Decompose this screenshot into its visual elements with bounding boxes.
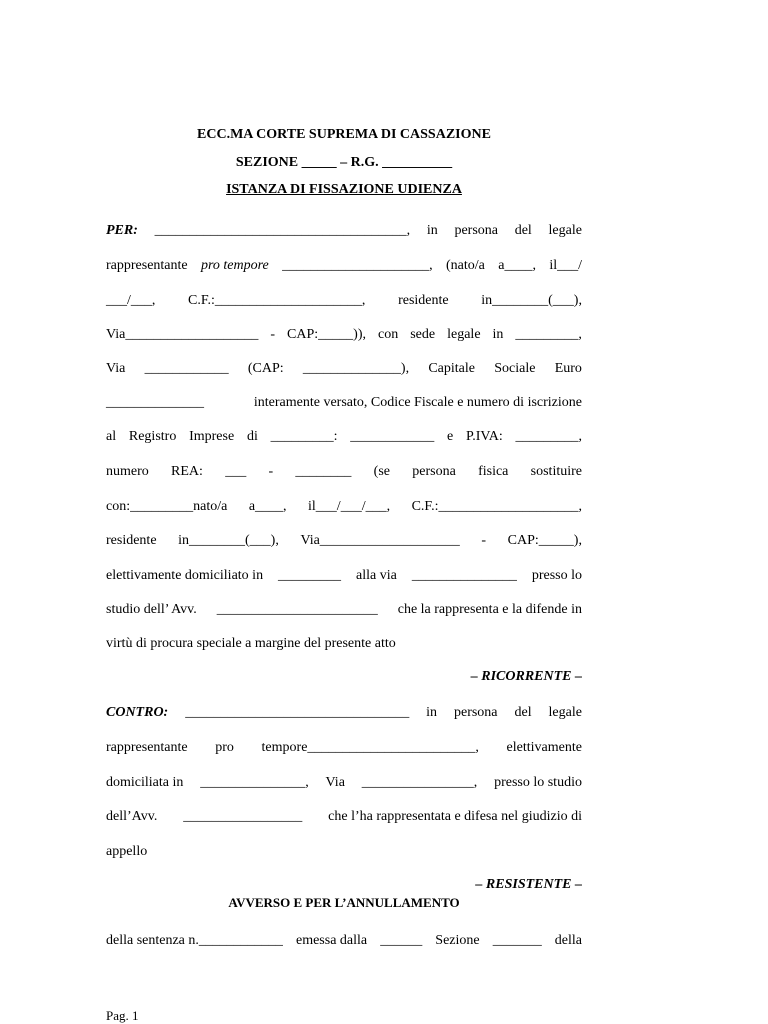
line-word: ____________ [350,429,435,444]
line-word: C.F.:_____________________, [188,293,366,308]
line-word: e [447,429,454,444]
document-page [106,0,582,1024]
paragraph-line [106,326,582,344]
paragraph-line [106,498,582,516]
paragraph-line [106,808,582,826]
line-word: ___/___, [106,293,156,308]
line-word: _______________ [411,568,517,583]
line-word: in [492,327,504,342]
paragraph-line [106,601,582,619]
line-word: studio dell’ Avv. [106,602,197,617]
line-word: C.F.:____________________, [411,499,582,514]
line-word: P.IVA: [466,429,503,444]
line-word: ______________ [106,395,204,410]
line-word: presso lo studio [494,775,582,790]
line-word: al [106,429,117,444]
line-word: del [514,705,532,720]
paragraph-line [106,704,582,722]
line-word: _________, [515,327,582,342]
line-word: in________(___), [178,533,279,548]
line-word: CAP:_____), [507,533,582,548]
line-word: ____________________________________, [154,223,411,238]
line-word: Via___________________ [106,327,259,342]
paragraph-line [106,222,582,240]
paragraph-line [106,428,582,446]
line-word: legale [548,705,582,720]
paragraph-line [106,360,582,378]
line-word: - [270,327,276,342]
line-word: PER: [106,223,138,238]
line-word: _________ [278,568,342,583]
paragraph-line [106,394,582,412]
line-word: _________, [515,429,582,444]
line-word: residente [106,533,157,548]
paragraph-line [106,774,582,792]
line-word: il___/___/___, [308,499,391,514]
line-word: Capitale [428,361,475,376]
line-word: ____________ [144,361,229,376]
line-word: in [426,223,438,238]
line-word: dell’Avv. [106,809,158,824]
line-word: con:_________nato/a [106,499,228,514]
line-word: Sociale [494,361,536,376]
line-word: ________________________________ [185,705,410,720]
line-word: Via [325,775,345,790]
line-word: della sentenza n.____________ [106,933,283,948]
line-word: ___ [225,464,247,479]
line-word: Via [106,361,126,376]
document-title: ISTANZA DI FISSAZIONE UDIENZA [226,182,462,197]
line-word: residente [398,293,449,308]
line-word: ______ [380,933,423,948]
paragraph-line [106,257,582,275]
line-word: ______________), [302,361,410,376]
line-word: fisica [478,464,509,479]
line-word: emessa dalla [295,933,368,948]
sentenza-line [106,932,582,950]
line-word: della [554,933,582,948]
line-word: del [514,223,532,238]
line-word: _______________________ [216,602,378,617]
line-word: ________________, [361,775,478,790]
line-word: _____________________, [282,258,433,273]
line-word: - [481,533,487,548]
line-word: sostituire [530,464,582,479]
paragraph-line [106,463,582,481]
paragraph-line [106,532,582,550]
paragraph-line: appello [106,844,148,859]
paragraph-line: virtù di procura speciale a margine del presente atto [106,636,396,651]
line-word: _______________, [200,775,309,790]
line-word: alla via [356,568,397,583]
line-word: CONTRO: [106,705,169,720]
line-word: rappresentante [106,258,188,273]
line-word: Imprese [189,429,235,444]
ricorrente-label: – RICORRENTE – [470,669,582,684]
line-word: numero [106,464,149,479]
resistente-label: – RESISTENTE – [475,877,582,892]
line-word: persona [412,464,456,479]
avverso-heading: AVVERSO E PER L’ANNULLAMENTO [228,895,460,910]
line-word: _________________ [183,809,303,824]
line-word: elettivamente [506,740,582,755]
paragraph-line [106,739,582,757]
line-word: il___/ [549,258,582,273]
line-word: REA: [171,464,203,479]
line-word: che la rappresenta e la difende in [397,602,582,617]
line-word: _________: [270,429,338,444]
line-word: rappresentante [106,740,188,755]
line-word: tempore________________________, [261,740,479,755]
line-word: Sezione [435,933,480,948]
line-word: domiciliata in [106,775,184,790]
paragraph-line [106,292,582,310]
line-word: pro [215,740,234,755]
line-word: in [426,705,438,720]
line-word: che l’ha rappresentata e difesa nel giudizio di [328,809,582,824]
line-word: a____, [498,258,536,273]
line-word: persona [454,223,498,238]
line-word: con [378,327,399,342]
line-word: legale [548,223,582,238]
line-word: ________ [295,464,352,479]
line-word: in________(___), [481,293,582,308]
line-word: a____, [248,499,287,514]
line-word: (se [373,464,390,479]
line-word: presso lo [531,568,582,583]
line-word: Euro [554,361,582,376]
line-word: sede [410,327,436,342]
line-word: interamente versato, Codice Fiscale e numero di iscrizione [253,395,582,410]
section-rg-line: SEZIONE _____ – R.G. __________ [235,155,453,170]
line-word: legale [447,327,481,342]
line-word: CAP:_____)), [287,327,366,342]
line-word: _______ [492,933,542,948]
line-word: persona [453,705,498,720]
line-word: Via____________________ [300,533,460,548]
paragraph-line [106,567,582,585]
page-number: Pag. 1 [106,1008,139,1023]
line-word: Registro [128,429,177,444]
line-word: elettivamente domiciliato in [106,568,264,583]
line-word: - [268,464,274,479]
line-word: pro tempore [200,258,269,273]
court-heading: ECC.MA CORTE SUPREMA DI CASSAZIONE [197,127,491,142]
line-word: (nato/a [446,258,485,273]
line-word: (CAP: [247,361,284,376]
line-word: di [246,429,258,444]
